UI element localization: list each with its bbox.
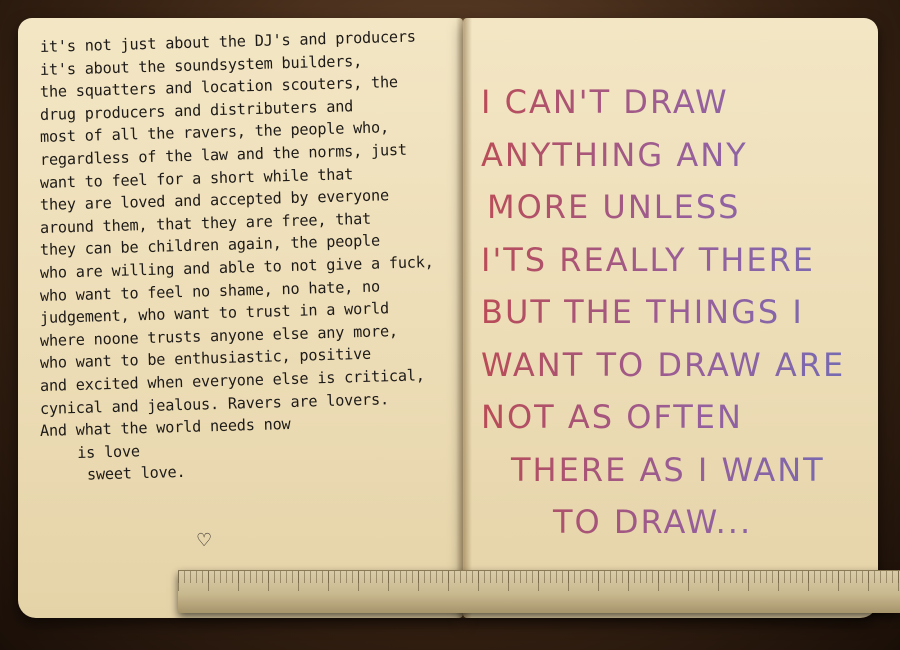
text-line: judgement, who want to trust in a world xyxy=(39,299,390,328)
pencil-line: I CAN'T DRAW xyxy=(481,76,881,129)
pencil-line: BUT THE THINGS I xyxy=(481,286,881,339)
pencil-line: MORE UNLESS xyxy=(481,181,881,234)
text-line: most of all the ravers, the people who, xyxy=(39,118,390,147)
handwritten-text-block xyxy=(39,27,460,488)
text-line: cynical and jealous. Ravers are lovers. xyxy=(39,389,390,418)
text-line: drug producers and distributers and xyxy=(39,97,354,124)
text-line: it's about the soundsystem builders, xyxy=(39,51,363,79)
text-line: regardless of the law and the norms, just xyxy=(39,140,408,169)
ruler xyxy=(178,570,900,613)
heart-icon: ♡ xyxy=(196,530,213,551)
pencil-line: I'TS REALLY THERE xyxy=(481,234,881,287)
text-line: who want to feel no shame, no hate, no xyxy=(39,277,381,305)
text-line: want to feel for a short while that xyxy=(39,164,354,192)
text-line: And what the world needs now xyxy=(39,415,291,441)
ruler-major-ticks xyxy=(178,571,900,591)
text-line: it's not just about the DJ's and producers xyxy=(39,27,416,56)
pencil-line: NOT AS OFTEN xyxy=(481,391,881,444)
text-line: who are willing and able to not give a fuck, xyxy=(39,252,434,282)
pencil-line: WANT TO DRAW ARE xyxy=(481,339,881,392)
notebook xyxy=(18,18,878,630)
pencil-line: ANYTHING ANY xyxy=(481,129,881,182)
text-line: is love xyxy=(76,441,141,462)
text-line: and excited when everyone else is critical, xyxy=(39,366,425,395)
text-line: where noone trusts anyone else any more, xyxy=(39,321,399,350)
pencil-text-block xyxy=(481,76,881,549)
text-line: the squatters and location scouters, the xyxy=(39,73,399,102)
text-line: they are loved and accepted by everyone xyxy=(39,186,390,215)
pencil-line: TO DRAW... xyxy=(481,496,881,549)
text-line: who want to be enthusiastic, positive xyxy=(39,345,372,373)
text-line: sweet love. xyxy=(86,463,186,484)
text-line: they can be children again, the people xyxy=(39,231,381,260)
pencil-line: THERE AS I WANT xyxy=(481,444,881,497)
text-line: around them, that they are free, that xyxy=(39,209,372,237)
